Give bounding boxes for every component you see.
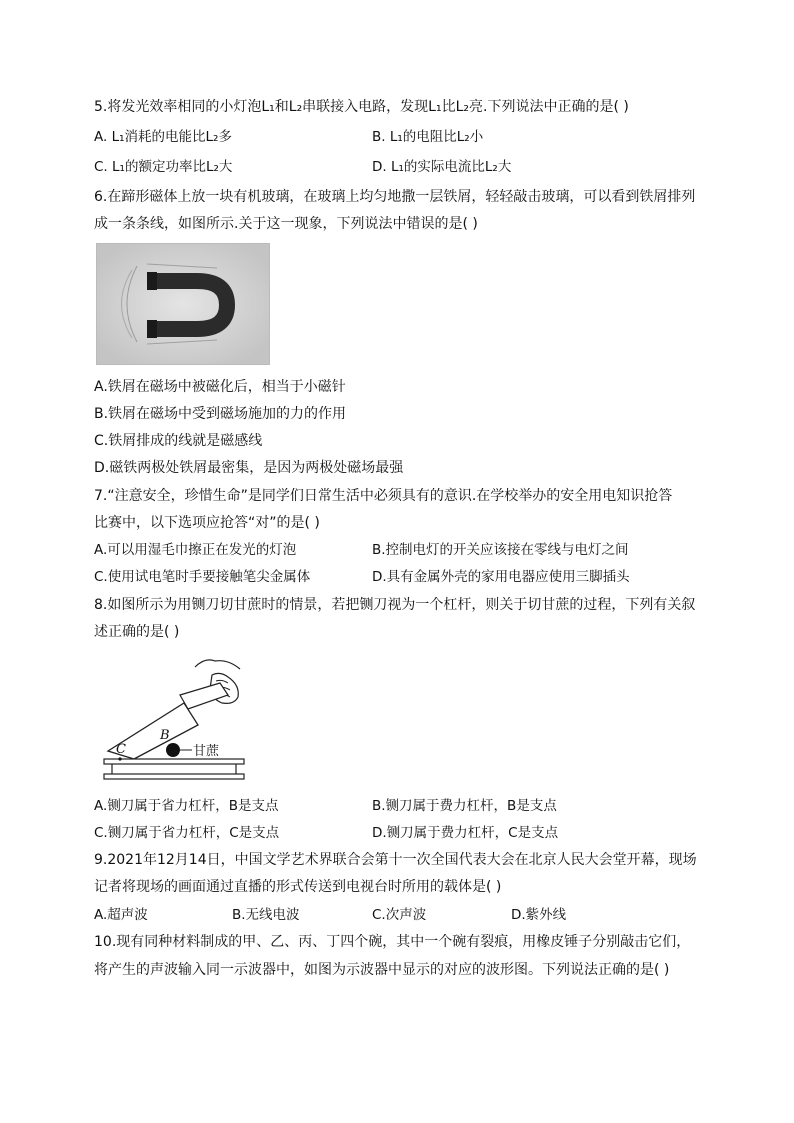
q8-option-c: C.铡刀属于省力杠杆，C是支点 [94, 825, 280, 841]
q7-option-a: A.可以用湿毛巾擦正在发光的灯泡 [94, 542, 297, 558]
q6-stem-line1: 6.在蹄形磁体上放一块有机玻璃，在玻璃上均匀地撒一层铁屑，轻轻敲击玻璃，可以看到铁屑排列 [94, 189, 696, 205]
q7-option-b: B.控制电灯的开关应该接在零线与电灯之间 [372, 542, 629, 558]
q5-option-b: B. L₁的电阻比L₂小 [372, 129, 484, 145]
q10-stem-line2: 将产生的声波输入同一示波器中，如图为示波器中显示的对应的波形图。下列说法正确的是( ) [94, 962, 670, 978]
q8-option-d: D.铡刀属于费力杠杆，C是支点 [372, 825, 559, 841]
q6-stem-line2: 成一条条线，如图所示.关于这一现象，下列说法中错误的是( ) [94, 216, 478, 232]
q7-stem-line1: 7.“注意安全，珍惜生命”是同学们日常生活中必须具有的意识.在学校举办的安全用电知识抢答 [94, 488, 673, 504]
label-b: B [160, 728, 170, 743]
q8-stem-line1: 8.如图所示为用铡刀切甘蔗时的情景，若把铡刀视为一个杠杆，则关于切甘蔗的过程，下列有关叙 [94, 597, 696, 613]
cutter-handle [180, 683, 228, 709]
sugarcane-cross-section [166, 743, 180, 757]
q7-option-d: D.具有金属外壳的家用电器应使用三脚插头 [372, 569, 630, 585]
q9-option-a: A.超声波 [94, 907, 148, 923]
label-sugarcane: 甘蔗 [193, 744, 220, 759]
magnet-iron-filings-figure [96, 243, 270, 365]
q5-option-a: A. L₁消耗的电能比L₂多 [94, 129, 232, 145]
point-c-marker [118, 757, 121, 760]
q9-option-b: B.无线电波 [232, 907, 300, 923]
q6-option-c: C.铁屑排成的线就是磁感线 [94, 433, 263, 449]
q5-option-d: D. L₁的实际电流比L₂大 [372, 159, 512, 175]
q7-option-c: C.使用试电笔时手要接触笔尖金属体 [94, 569, 311, 585]
horseshoe-magnet-image [97, 244, 269, 364]
q9-stem-line2: 记者将现场的画面通过直播的形式传送到电视台时所用的载体是( ) [94, 879, 502, 895]
guillotine-cutter-figure [100, 655, 260, 785]
q9-option-c: C.次声波 [372, 907, 427, 923]
q9-option-d: D.紫外线 [511, 907, 567, 923]
q8-option-a: A.铡刀属于省力杠杆，B是支点 [94, 798, 279, 814]
q8-option-b: B.铡刀属于费力杠杆，B是支点 [372, 798, 557, 814]
q5-stem: 5.将发光效率相同的小灯泡L₁和L₂串联接入电路，发现L₁比L₂亮.下列说法中正确的是( ) [94, 99, 629, 115]
q6-option-a: A.铁屑在磁场中被磁化后，相当于小磁针 [94, 379, 346, 395]
q6-option-d: D.磁铁两极处铁屑最密集，是因为两极处磁场最强 [94, 460, 404, 476]
q7-stem-line2: 比赛中，以下选项应抢答“对”的是( ) [94, 515, 320, 531]
q8-stem-line2: 述正确的是( ) [94, 624, 180, 640]
q9-stem-line1: 9.2021年12月14日，中国文学艺术界联合会第十一次全国代表大会在北京人民大会堂开幕，现场 [94, 852, 697, 868]
q10-stem-line1: 10.现有同种材料制成的甲、乙、丙、丁四个碗，其中一个碗有裂痕，用橡皮锤子分别敲击它们， [94, 934, 691, 950]
label-c: C [116, 742, 126, 757]
q6-option-b: B.铁屑在磁场中受到磁场施加的力的作用 [94, 406, 347, 422]
q5-option-c: C. L₁的额定功率比L₂大 [94, 159, 233, 175]
cutter-base [104, 759, 244, 779]
